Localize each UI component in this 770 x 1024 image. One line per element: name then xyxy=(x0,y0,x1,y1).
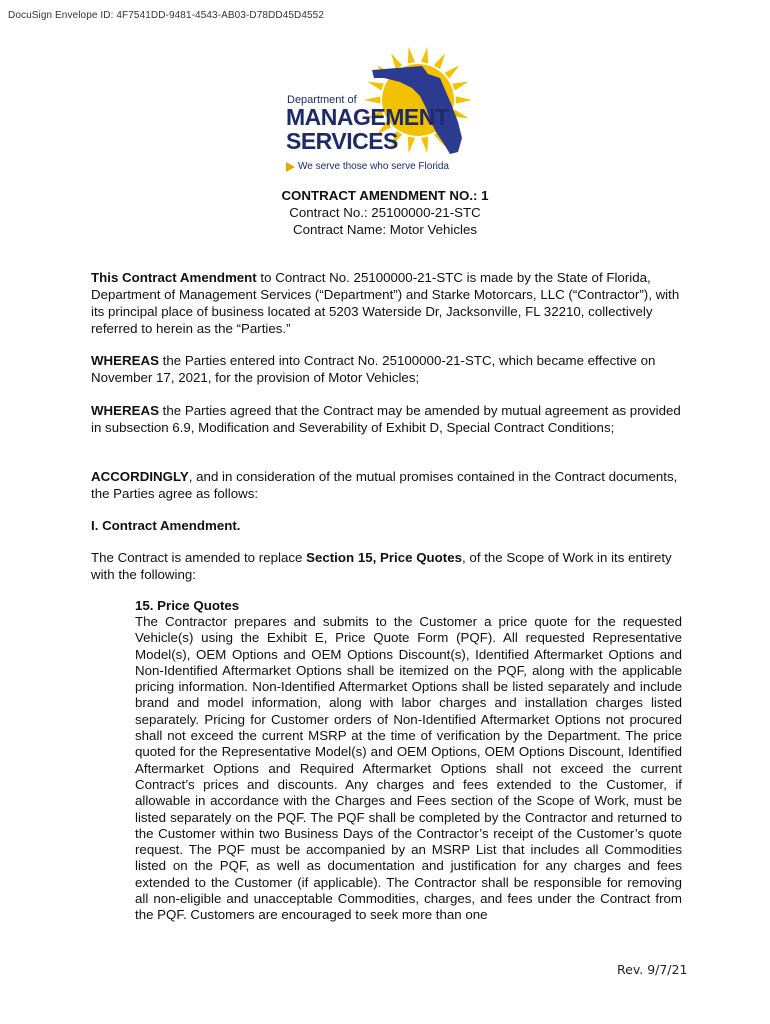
sun-ray xyxy=(421,137,428,154)
whereas-1-text: the Parties entered into Contract No. 25100000-21-STC, which became effective on November 17, 2021, for the provision of Motor Vehicles; xyxy=(91,353,656,385)
intro-paragraph xyxy=(91,269,681,337)
sun-ray xyxy=(456,96,472,103)
sun-ray xyxy=(421,47,428,64)
whereas-2-bold: WHEREAS xyxy=(91,403,159,418)
sun-ray xyxy=(364,96,380,103)
section-15-heading: 15. Price Quotes xyxy=(135,598,240,613)
play-arrow-icon xyxy=(286,162,295,172)
amendment-bold: Section 15, Price Quotes xyxy=(306,550,463,565)
sun-ray xyxy=(434,53,445,69)
section-15-body: The Contractor prepares and submits to the Customer a price quote for the requested Vehicle(s) using the Exhibit E, Price Quote Form (PQF). All requested Representative Model(s), OEM Options and OEM Options Discount(s), Identified Aftermarket Options and Non-Identified Aftermarket Options shall be itemized on the PQF, along with the applicable pricing information. Non-Identified Aftermarket Options shall be listed separately and include brand and model information, along with labor charges and installation charges listed separately. Pricing for Customer orders of Non-Identified Aftermarket Options not procured shall not exceed the current MSRP at the time of verification by the Department. The price quoted for the Representative Model(s) and OEM Options, OEM Options Discount, Identified Aftermarket Options and Required Aftermarket Options shall not exceed the current Contract’s prices and discounts. Any charges and fees extended to the Customer, if allowable in accordance with the Charges and Fees section of the Scope of Work, must be listed separately on the PQF. The PQF shall be completed by the Contractor and returned to the Customer within two Business Days of the Contractor’s receipt of the Customer’s quote request. The PQF must be accompanied by an MSRP List that includes all Commodities listed on the PQF, as well as documentation and justification for any charges and fees extended to the Customer (if applicable). The Contractor shall be responsible for removing all non-eligible and unacceptable Commodities, charges, and fees under the Contract from the PQF. Customers are encouraged to seek more than one xyxy=(135,614,682,923)
whereas-paragraph-2 xyxy=(91,402,681,436)
contract-name: Contract Name: Motor Vehicles xyxy=(292,222,477,237)
amendment-post: , of the Scope of Work in its entirety with the following: xyxy=(91,550,672,582)
sun-ray xyxy=(452,82,468,91)
intro-bold: This Contract Amendment xyxy=(91,270,257,285)
amendment-pre: The Contract is amended to replace xyxy=(91,550,307,565)
logo-department-of: Department of xyxy=(287,94,357,106)
accordingly-paragraph xyxy=(91,468,681,502)
sun-ray xyxy=(391,53,402,69)
amendment-paragraph xyxy=(91,549,681,583)
envelope-id: DocuSign Envelope ID: 4F7541DD-9481-4543-AB03-D78DD45D4552 xyxy=(8,10,324,21)
revision-date: Rev. 9/7/21 xyxy=(617,962,688,977)
amendment-title: CONTRACT AMENDMENT NO.: 1 xyxy=(281,188,489,203)
whereas-1-bold: WHEREAS xyxy=(91,353,159,368)
whereas-paragraph-1 xyxy=(91,352,681,386)
sun-ray xyxy=(445,65,460,78)
logo-management: MANAGEMENT xyxy=(286,104,449,130)
dms-logo xyxy=(280,44,480,179)
accordingly-text: , and in consideration of the mutual promises contained in the Contract documents, the Parties agree as follows: xyxy=(91,469,678,501)
contract-number: Contract No.: 25100000-21-STC xyxy=(289,205,481,220)
whereas-2-text: the Parties agreed that the Contract may be amended by mutual agreement as provided in subsection 6.9, Modification and Severability of Exhibit D, Special Contract Conditions; xyxy=(91,403,681,435)
sun-ray xyxy=(367,82,383,91)
section-heading: I. Contract Amendment. xyxy=(91,518,241,533)
accordingly-bold: ACCORDINGLY xyxy=(91,469,189,484)
logo-tagline: We serve those who serve Florida xyxy=(298,161,449,172)
intro-text: to Contract No. 25100000-21-STC is made by the State of Florida, Department of Management Services (“Department”) and Starke Motorcars, LLC (“Contractor”), with its principal place of business located at 5203 Waterside Dr, Jacksonville, FL 32210, collectively referred to herein as the “Parties.” xyxy=(91,270,680,336)
sun-ray xyxy=(408,137,415,154)
logo-services: SERVICES xyxy=(286,128,398,154)
sun-ray xyxy=(408,47,415,64)
